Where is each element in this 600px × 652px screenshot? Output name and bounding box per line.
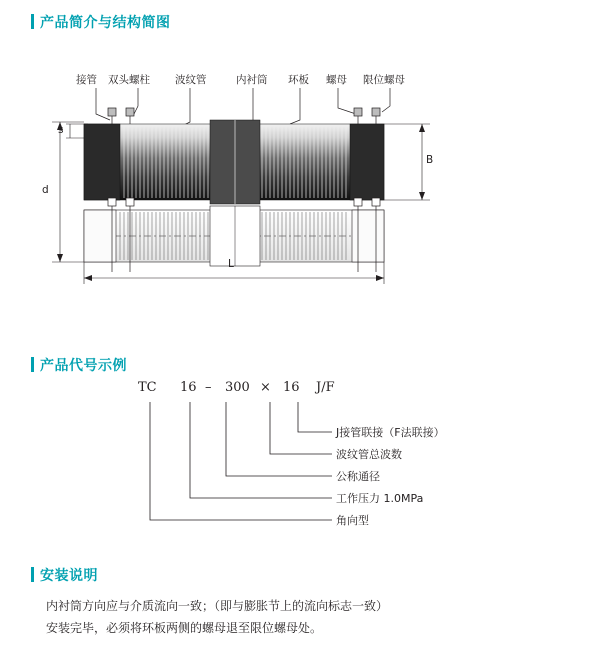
code-token-joint: J/F — [316, 380, 335, 395]
dimension-label-b: B — [426, 154, 434, 166]
code-token-dash: – — [205, 380, 212, 395]
section-title-structure-text: 产品简介与结构简图 — [40, 15, 171, 31]
dimension-label-l: L — [228, 258, 234, 270]
accent-bar — [31, 567, 34, 582]
structure-diagram-svg — [38, 62, 558, 292]
install-note-line-2: 安装完毕，必须将环板两侧的螺母退至限位螺母处。 — [46, 621, 323, 635]
code-token-p: 16 — [180, 380, 197, 395]
install-notes — [46, 598, 566, 642]
section-title-code-text: 产品代号示例 — [40, 358, 127, 374]
section-title-structure — [40, 12, 171, 32]
callout-label-5: 螺母 — [326, 74, 347, 86]
code-token-mult: × — [260, 380, 271, 395]
code-legend-joint: J接管联接（F法联接） — [336, 426, 445, 439]
code-legend-type: 角向型 — [336, 514, 369, 527]
product-code-example — [120, 380, 560, 540]
structure-diagram — [38, 62, 558, 292]
dimension-label-s: s — [58, 124, 64, 136]
callout-label-6: 限位螺母 — [363, 74, 405, 86]
section-title-install — [40, 565, 98, 585]
section-title-code — [40, 355, 127, 375]
accent-bar — [31, 14, 34, 29]
callout-label-0: 接管 — [76, 74, 97, 86]
install-note-line-1: 内衬筒方向应与介质流向一致；（即与膨胀节上的流向标志一致） — [46, 599, 389, 613]
code-legend-pressure: 工作压力 1.0MPa — [336, 492, 424, 505]
code-token-dn: 300 — [225, 380, 250, 395]
code-legend-waves: 波纹管总波数 — [336, 448, 402, 461]
code-token-tc: TC — [138, 380, 157, 395]
code-token-waves: 16 — [283, 380, 300, 395]
callout-label-2: 波纹管 — [175, 74, 207, 86]
dimension-label-d: d — [42, 184, 49, 196]
callout-label-4: 环板 — [288, 74, 309, 86]
section-title-install-text: 安装说明 — [40, 568, 98, 584]
callout-label-3: 内衬筒 — [236, 74, 268, 86]
code-legend-diameter: 公称通径 — [336, 470, 380, 483]
accent-bar — [31, 357, 34, 372]
callout-label-1: 双头螺柱 — [108, 74, 150, 86]
